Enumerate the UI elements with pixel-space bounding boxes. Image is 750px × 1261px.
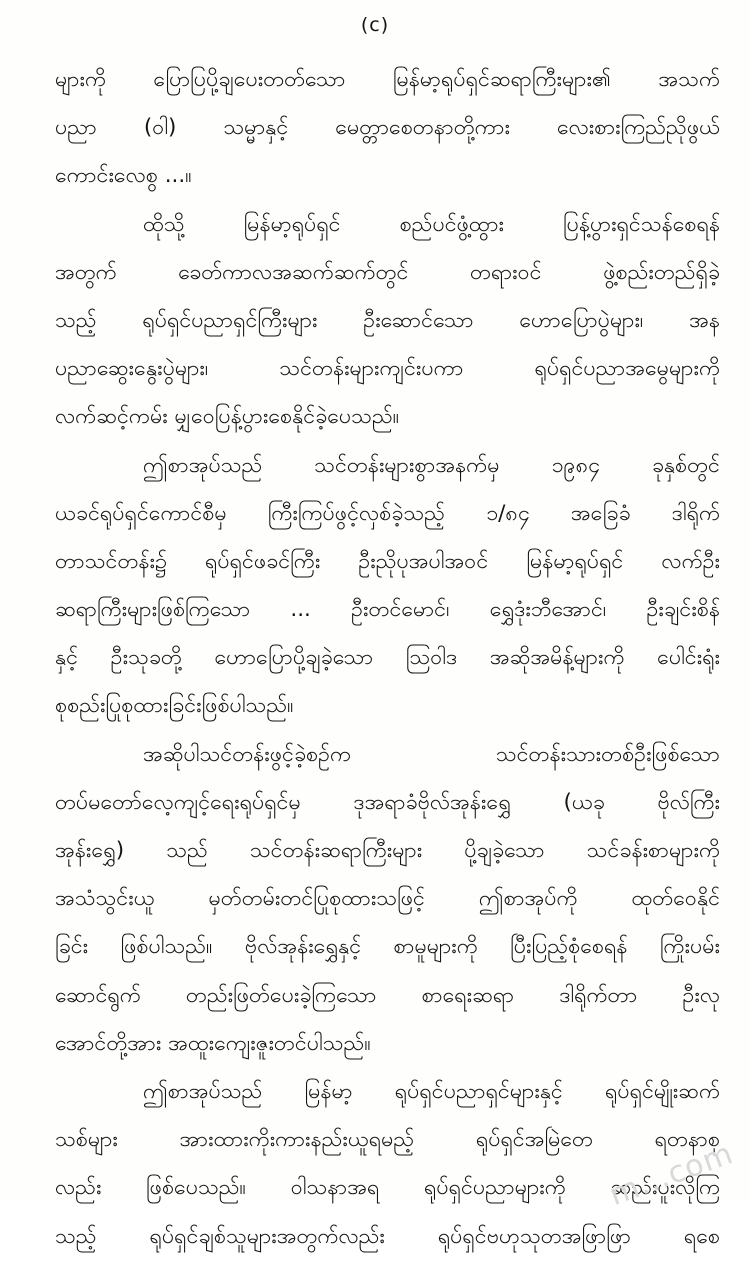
text-line: ဤစာအုပ်သည် သင်တန်းများစွာအနက်မှ ၁၉၈၄ ခုနှစ်တွင် xyxy=(143,452,720,478)
text-line: ဆောင်ရွက် တည်းဖြတ်ပေးခဲ့ကြသော စာရေးဆရာ ဒါရိုက်တာ ဦးလု xyxy=(55,982,720,1008)
text-line: အတွက် ခေတ်ကာလအဆက်ဆက်တွင် တရားဝင် ဖွဲ့စည်းတည်ရှိခဲ့ xyxy=(55,259,720,285)
text-line: တာသင်တန်း၌ ရုပ်ရှင်ဖခင်ကြီး ဦးညိုပုအပါအဝင် မြန်မာ့ရုပ်ရှင် လက်ဦး xyxy=(55,548,720,574)
watermark: m...com xyxy=(604,1136,739,1213)
text-line: ပညာဆွေးနွေးပွဲများ၊ သင်တန်းများကျင်းပကာ ရုပ်ရှင်ပညာအမွေများကို xyxy=(55,356,720,382)
text-line: ဤစာအုပ်သည် မြန်မာ့ ရုပ်ရှင်ပညာရှင်များနှင့် ရုပ်ရှင်မျိုးဆက် xyxy=(143,1078,720,1104)
text-line: အဆိုပါသင်တန်းဖွင့်ခဲ့စဉ်က သင်တန်းသားတစ်ဦးဖြစ်သော xyxy=(143,741,720,767)
text-line: တပ်မတော်လေ့ကျင့်ရေးရုပ်ရှင်မှ ဒုအရာခံဗိုလ်အုန်းရွှေ (ယခု ဗိုလ်ကြီး xyxy=(55,789,720,815)
text-line: သစ်များ အားထားကိုးကားနည်းယူရမည့် ရုပ်ရှင်အမြဲတေ ရတနာစု xyxy=(55,1127,720,1153)
text-line: အသံသွင်းယူ မှတ်တမ်းတင်ပြုစုထားသဖြင့် ဤစာအုပ်ကို ထုတ်ဝေနိုင် xyxy=(55,886,720,912)
text-line: အောင်တို့အား အထူးကျေးဇူးတင်ပါသည်။ xyxy=(55,1030,371,1056)
text-line: ခြင်း ဖြစ်ပါသည်။ ဗိုလ်အုန်းရွှေနှင့် စာမူများကို ပြီးပြည့်စုံစေရန် ကြိုးပမ်း xyxy=(55,934,720,960)
body-text xyxy=(55,56,720,1261)
text-line: နှင့် ဦးသုခတို့ ဟောပြောပို့ချခဲ့သော ဩဝါဒ အဆိုအမိန့်များကို ပေါင်းရုံး xyxy=(55,645,720,671)
text-line: ယခင်ရုပ်ရှင်ကောင်စီမှ ကြီးကြပ်ဖွင့်လှစ်ခဲ့သည့် ၁/၈၄ အခြေခံ ဒါရိုက် xyxy=(55,500,720,526)
text-line: လည်း ဖြစ်ပေသည်။ ဝါသနာအရ ရုပ်ရှင်ပညာများကို ဆည်းပူးလိုကြ xyxy=(55,1175,720,1201)
text-line: ထိုသို့ မြန်မာ့ရုပ်ရှင် စည်ပင်ဖွံ့ထွား ပြန့်ပွားရှင်သန်စေရန် xyxy=(143,211,720,237)
text-line: သည့် ရုပ်ရှင်ချစ်သူများအတွက်လည်း ရုပ်ရှင်ဗဟုသုတအဖြာဖြာ ရစေ xyxy=(55,1223,720,1249)
text-line: လက်ဆင့်ကမ်း မျှဝေပြန့်ပွားစေနိုင်ခဲ့ပေသည်။ xyxy=(55,404,400,430)
page-number: (c) xyxy=(360,14,390,36)
text-line: ပညာ (ဝါ) သမ္မာနှင့် မေတ္တာစေတနာတို့ကား လေးစားကြည်ညိုဖွယ် xyxy=(55,115,720,141)
text-line: များကို ပြောပြပို့ချပေးတတ်သော မြန်မာ့ရုပ်ရှင်ဆရာကြီးများ၏ အသက် xyxy=(55,67,720,92)
text-line: သည့် ရုပ်ရှင်ပညာရှင်ကြီးများ ဦးဆောင်သော ဟောပြောပွဲများ၊ အန xyxy=(55,307,720,333)
text-line: ကောင်းလေစွ ...။ xyxy=(55,163,192,189)
text-line: ဆရာကြီးများဖြစ်ကြသော ... ဦးတင်မောင်၊ ရွှေဒုံးဘီအောင်၊ ဦးချင်းစိန် xyxy=(55,597,720,623)
text-line: စုစည်းပြုစုထားခြင်းဖြစ်ပါသည်။ xyxy=(55,693,294,719)
text-line: အုန်းရွှေ) သည် သင်တန်းဆရာကြီးများ ပို့ချခဲ့သော သင်ခန်းစာများကို xyxy=(55,838,720,863)
